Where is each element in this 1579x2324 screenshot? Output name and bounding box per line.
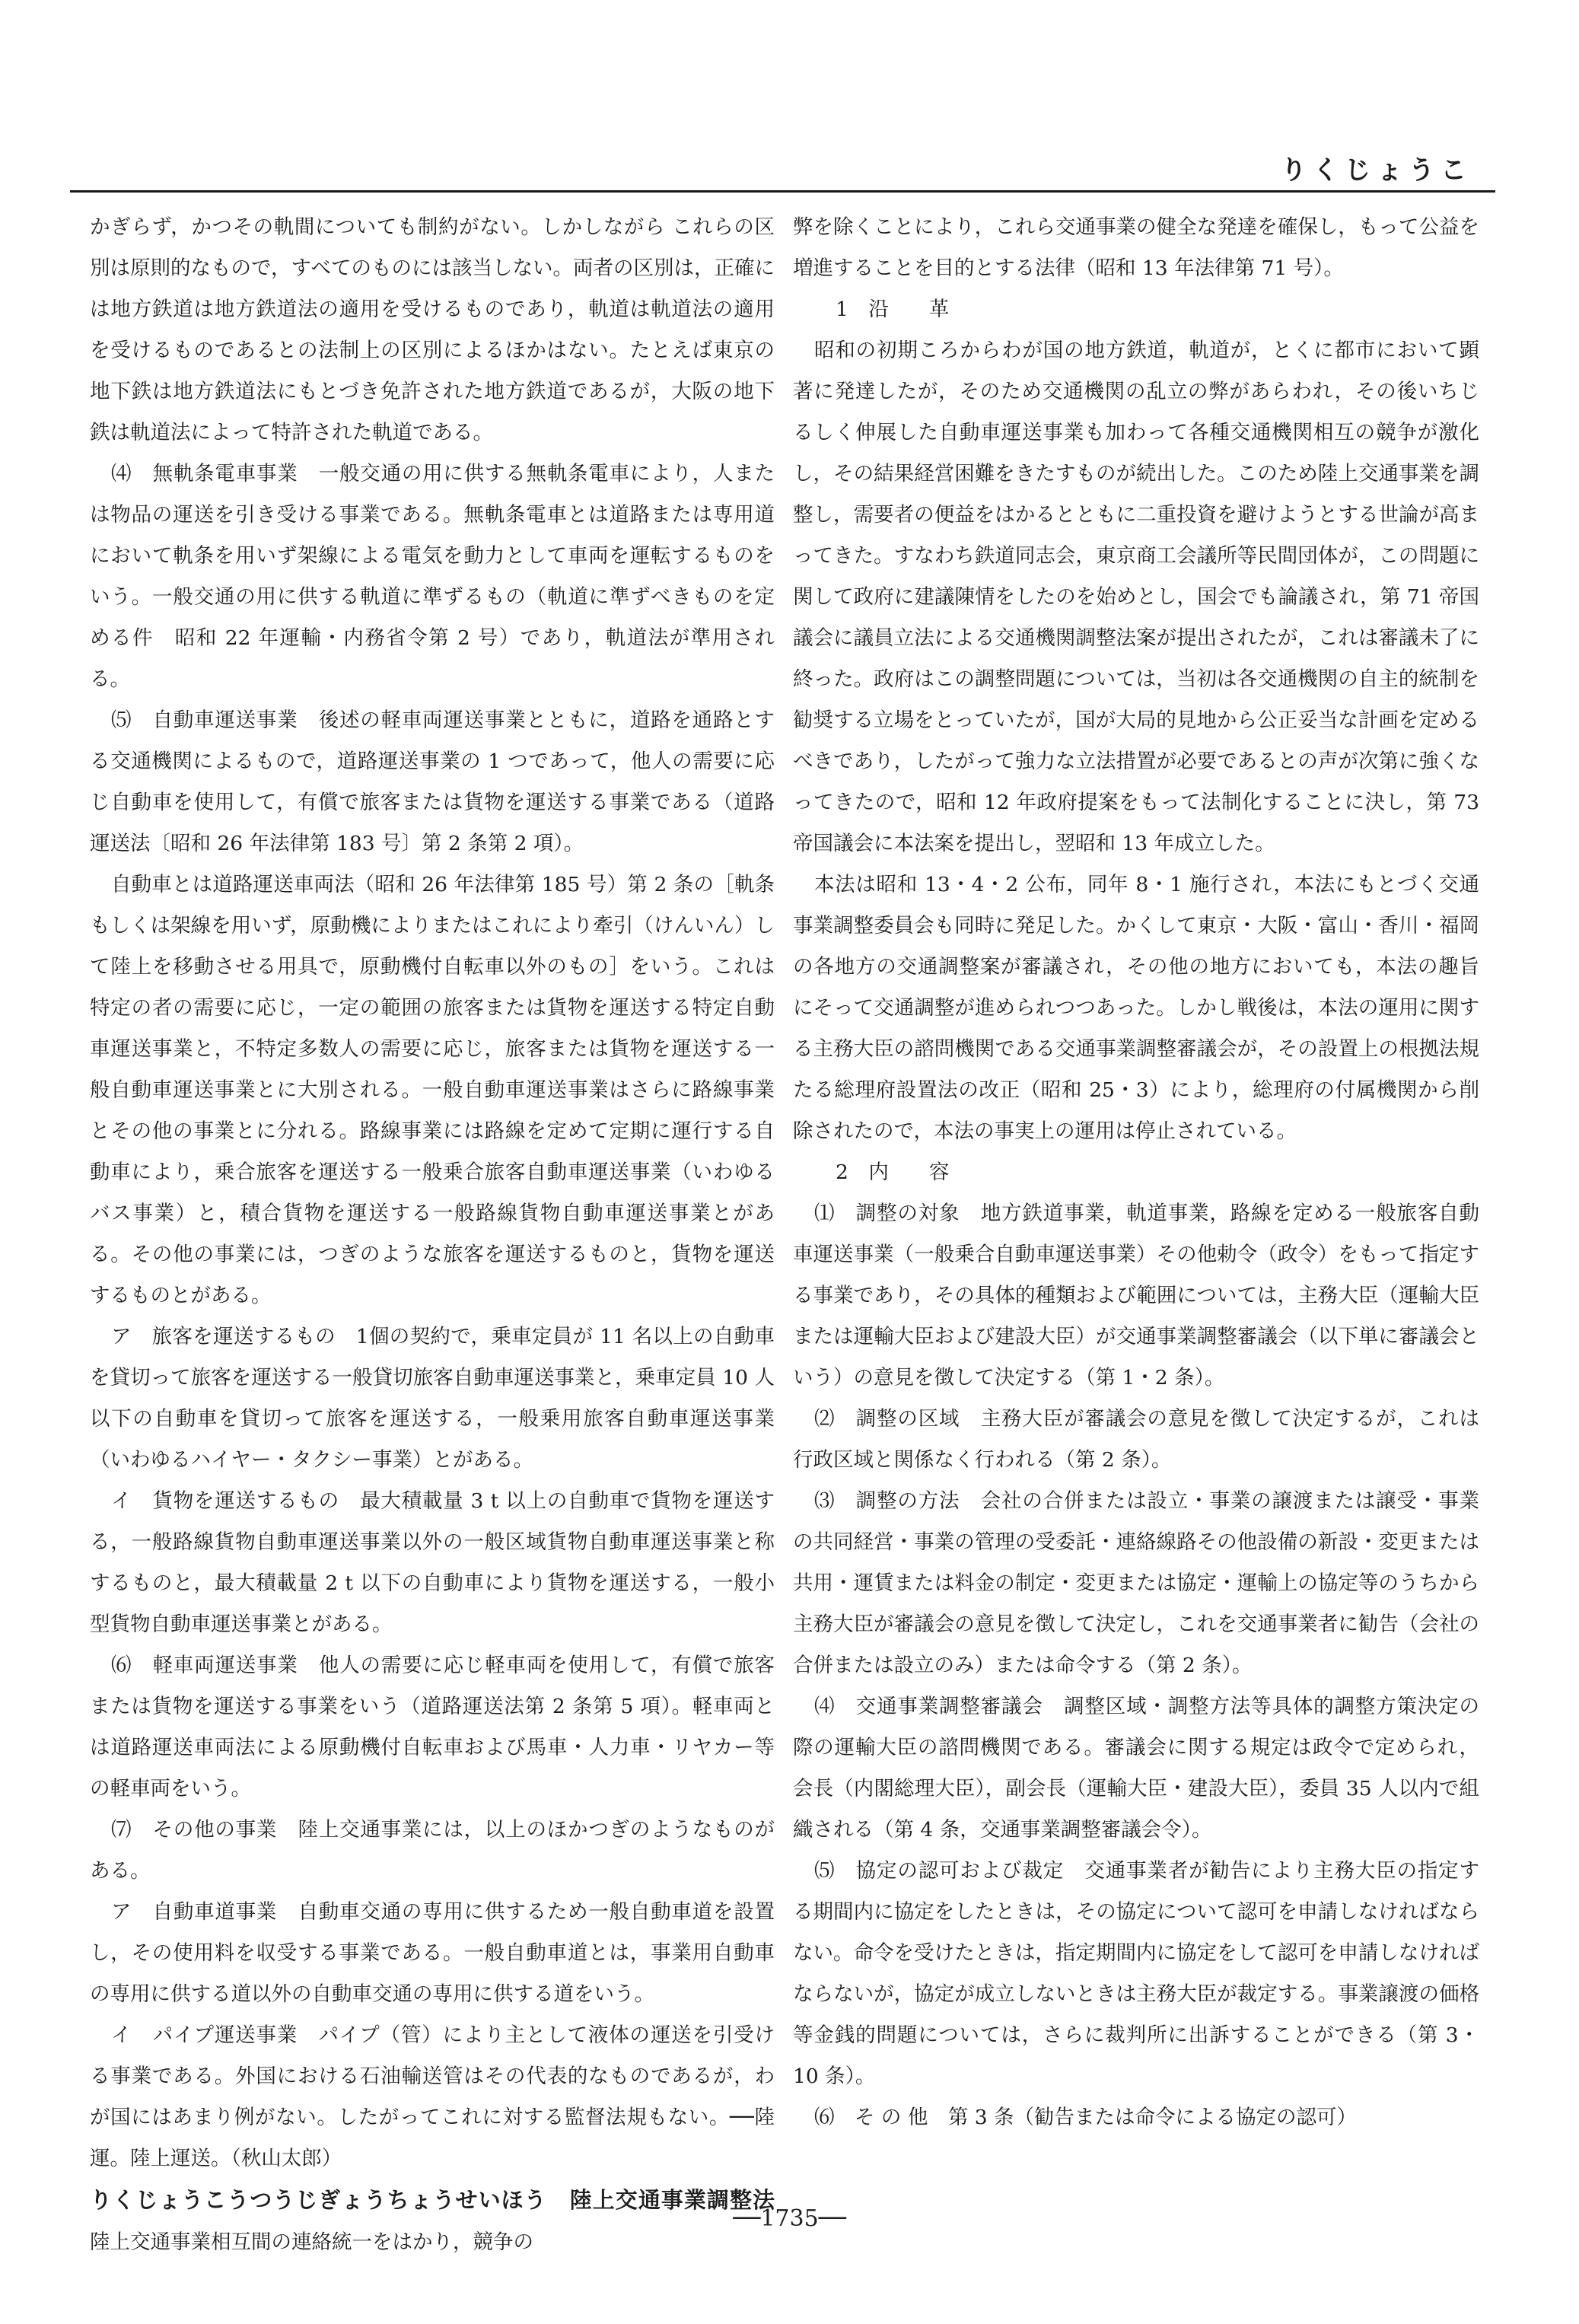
paragraph: ⑴ 調整の対象 地方鉄道事業，軌道事業，路線を定める一般旅客自動車運送事業（一般乗合自動車運送事業）その他勅令（政令）をもって指定する事業であり，その具体的種類および範囲については，主務大臣（運輸大臣または運輸大臣および建設大臣）が交通事業調整審議会（以下単に審議会という）の意見を徴して決定する（第 1・2 条）。	[793, 1202, 1479, 1390]
paragraph: ⑷ 無軌条電車事業 一般交通の用に供する無軌条電車により，人または物品の運送を引き受ける事業である。無軌条電車とは道路または専用道において軌条を用いず架線による電気を動力として車両を運転するものをいう。一般交通の用に供する軌道に準ずるもの（軌道に準ずべきものを定める件 昭和 22 年運輸・内務省令第 2 号）であり，軌道法が準用される。	[90, 462, 775, 691]
paragraph: 弊を除くことにより，これら交通事業の健全な発達を確保し，もって公益を増進することを目的とする法律（昭和 13 年法律第 71 号）。	[793, 215, 1479, 280]
section-heading: 1 沿 革	[836, 298, 950, 321]
paragraph: ア 旅客を運送するもの 1個の契約で，乗車定員が 11 名以上の自動車を貸切って旅客を運送する一般貸切旅客自動車運送事業と，乗車定員 10 人以下の自動車を貸切って旅客を運送する，一般乗用旅客自動車運送事業（いわゆるハイヤー・タクシー事業）とがある。	[90, 1325, 775, 1472]
paragraph: ⑵ 調整の区域 主務大臣が審議会の意見を徴して決定するが，これは行政区域と関係なく行われる（第 2 条）。	[793, 1407, 1479, 1472]
paragraph: ⑷ 交通事業調整審議会 調整区域・調整方法等具体的調整方策決定の際の運輸大臣の諮問機関である。審議会に関する規定は政令で定められ，会長（内閣総理大臣），副会長（運輸大臣・建設大臣），委員 35 人以内で組織される（第 4 条，交通事業調整審議会令）。	[793, 1695, 1479, 1842]
paragraph: ア 自動車道事業 自動車交通の専用に供するため一般自動車道を設置し，その使用料を収受する事業である。一般自動車道とは，事業用自動車の専用に供する道以外の自動車交通の専用に供する道をいう。	[90, 1900, 775, 2006]
paragraph: ⑹ 軽車両運送事業 他人の需要に応じ軽車両を使用して，有償で旅客または貨物を運送する事業をいう（道路運送法第 2 条第 5 項）。軽車両とは道路運送車両法による原動機付自転車および馬車・人力車・リヤカー等の軽車両をいう。	[90, 1654, 775, 1800]
right-column	[793, 207, 1479, 2138]
paragraph: ⑸ 協定の認可および裁定 交通事業者が勧告により主務大臣の指定する期間内に協定をしたときは，その協定について認可を申請しなければならない。命令を受けたときは，指定期間内に協定をして認可を申請しなければならないが，協定が成立しないときは主務大臣が裁定する。事業譲渡の価格等金銭的問題については，さらに裁判所に出訴することができる（第 3・10 条）。	[793, 1859, 1479, 2088]
paragraph: ⑺ その他の事業 陸上交通事業には，以上のほかつぎのようなものがある。	[90, 1818, 775, 1883]
paragraph: 本法は昭和 13・4・2 公布，同年 8・1 施行され，本法にもとづく交通事業調整委員会も同時に発足した。かくして東京・大阪・富山・香川・福岡の各地方の交通調整案が審議され，その他の地方においても，本法の趣旨にそって交通調整が進められつつあった。しかし戦後は，本法の運用に関する主務大臣の諮問機関である交通事業調整審議会が，その設置上の根拠法規たる総理府設置法の改正（昭和 25・3）により，総理府の付属機関から削除されたので，本法の事実上の運用は停止されている。	[793, 873, 1479, 1143]
paragraph: イ パイプ運送事業 パイプ（管）により主として液体の運送を引受ける事業である。外国における石油輸送管はその代表的なものであるが，わが国にはあまり例がない。したがってこれに対する監督法規もない。──陸運。陸上運送。（秋山太郎）	[90, 2023, 775, 2170]
section-heading: 2 内 容	[836, 1160, 950, 1184]
entry-headword: りくじょうこうつうじぎょうちょうせいほう 陸上交通事業調整法	[90, 2187, 775, 2213]
paragraph: ⑶ 調整の方法 会社の合併または設立・事業の譲渡または譲受・事業の共同経営・事業の管理の受委託・連絡線路その他設備の新設・変更または共用・運賃または料金の制定・変更または協定・運輸上の協定等のうちから主務大臣が審議会の意見を徴して決定し，これを交通事業者に勧告（会社の合併または設立のみ）または命令する（第 2 条）。	[793, 1489, 1479, 1677]
paragraph: 自動車とは道路運送車両法（昭和 26 年法律第 185 号）第 2 条の［軌条もしくは架線を用いず，原動機によりまたはこれにより牽引（けんいん）して陸上を移動させる用具で，原動機付自転車以外のもの］をいう。これは特定の者の需要に応じ，一定の範囲の旅客または貨物を運送する特定自動車運送事業と，不特定多数人の需要に応じ，旅客または貨物を運送する一般自動車運送事業とに大別される。一般自動車運送事業はさらに路線事業とその他の事業とに分れる。路線事業には路線を定めて定期に運行する自動車により，乗合旅客を運送する一般乗合旅客自動車運送事業（いわゆるバス事業）と，積合貨物を運送する一般路線貨物自動車運送事業とがある。その他の事業には，つぎのような旅客を運送するものと，貨物を運送するものとがある。	[90, 873, 775, 1307]
header-rule	[70, 190, 1495, 193]
running-head: りくじょうこ	[1281, 155, 1472, 186]
paragraph: イ 貨物を運送するもの 最大積載量 3 t 以上の自動車で貨物を運送する，一般路線貨物自動車運送事業以外の一般区域貨物自動車運送事業と称するものと，最大積載量 2 t 以下の自動車により貨物を運送する，一般小型貨物自動車運送事業とがある。	[90, 1489, 775, 1636]
page-number: ──1735──	[733, 2205, 846, 2232]
entry-text: 陸上交通事業相互間の連絡統一をはかり，競争の	[90, 2230, 533, 2254]
left-column	[90, 207, 775, 2263]
paragraph: ⑹ そ の 他 第 3 条（勧告または命令による協定の認可）	[814, 2106, 1358, 2129]
paragraph: かぎらず，かつその軌間についても制約がない。しかしながら これらの区別は原則的なもので，すべてのものには該当しない。両者の区別は，正確には地方鉄道は地方鉄道法の適用を受けるものであり，軌道は軌道法の適用を受けるものであるとの法制上の区別によるほかはない。たとえば東京の地下鉄は地方鉄道法にもとづき免許された地方鉄道であるが，大阪の地下鉄は軌道法によって特許された軌道である。	[90, 215, 775, 444]
paragraph: 昭和の初期ころからわが国の地方鉄道，軌道が，とくに都市において顕著に発達したが，そのため交通機関の乱立の弊があらわれ，その後いちじるしく伸展した自動車運送事業も加わって各種交通機関相互の競争が激化し，その結果経営困難をきたすものが続出した。このため陸上交通事業を調整し，需要者の便益をはかるとともに二重投資を避けようとする世論が高まってきた。すなわち鉄道同志会，東京商工会議所等民間団体が，この問題に関して政府に建議陳情をしたのを始めとし，国会でも論議され，第 71 帝国議会に議員立法による交通機関調整法案が提出されたが，これは審議未了に終った。政府はこの調整問題については，当初は各交通機関の自主的統制を勧奨する立場をとっていたが，国が大局的見地から公正妥当な計画を定めるべきであり，したがって強力な立法措置が必要であるとの声が次第に強くなってきたので，昭和 12 年政府提案をもって法制化することに決し，第 73 帝国議会に本法案を提出し，翌昭和 13 年成立した。	[793, 339, 1479, 855]
paragraph: ⑸ 自動車運送事業 後述の軽車両運送事業とともに，道路を通路とする交通機関によるもので，道路運送事業の 1 つであって，他人の需要に応じ自動車を使用して，有償で旅客または貨物を運送する事業である（道路運送法〔昭和 26 年法律第 183 号〕第 2 条第 2 項）。	[90, 708, 775, 855]
